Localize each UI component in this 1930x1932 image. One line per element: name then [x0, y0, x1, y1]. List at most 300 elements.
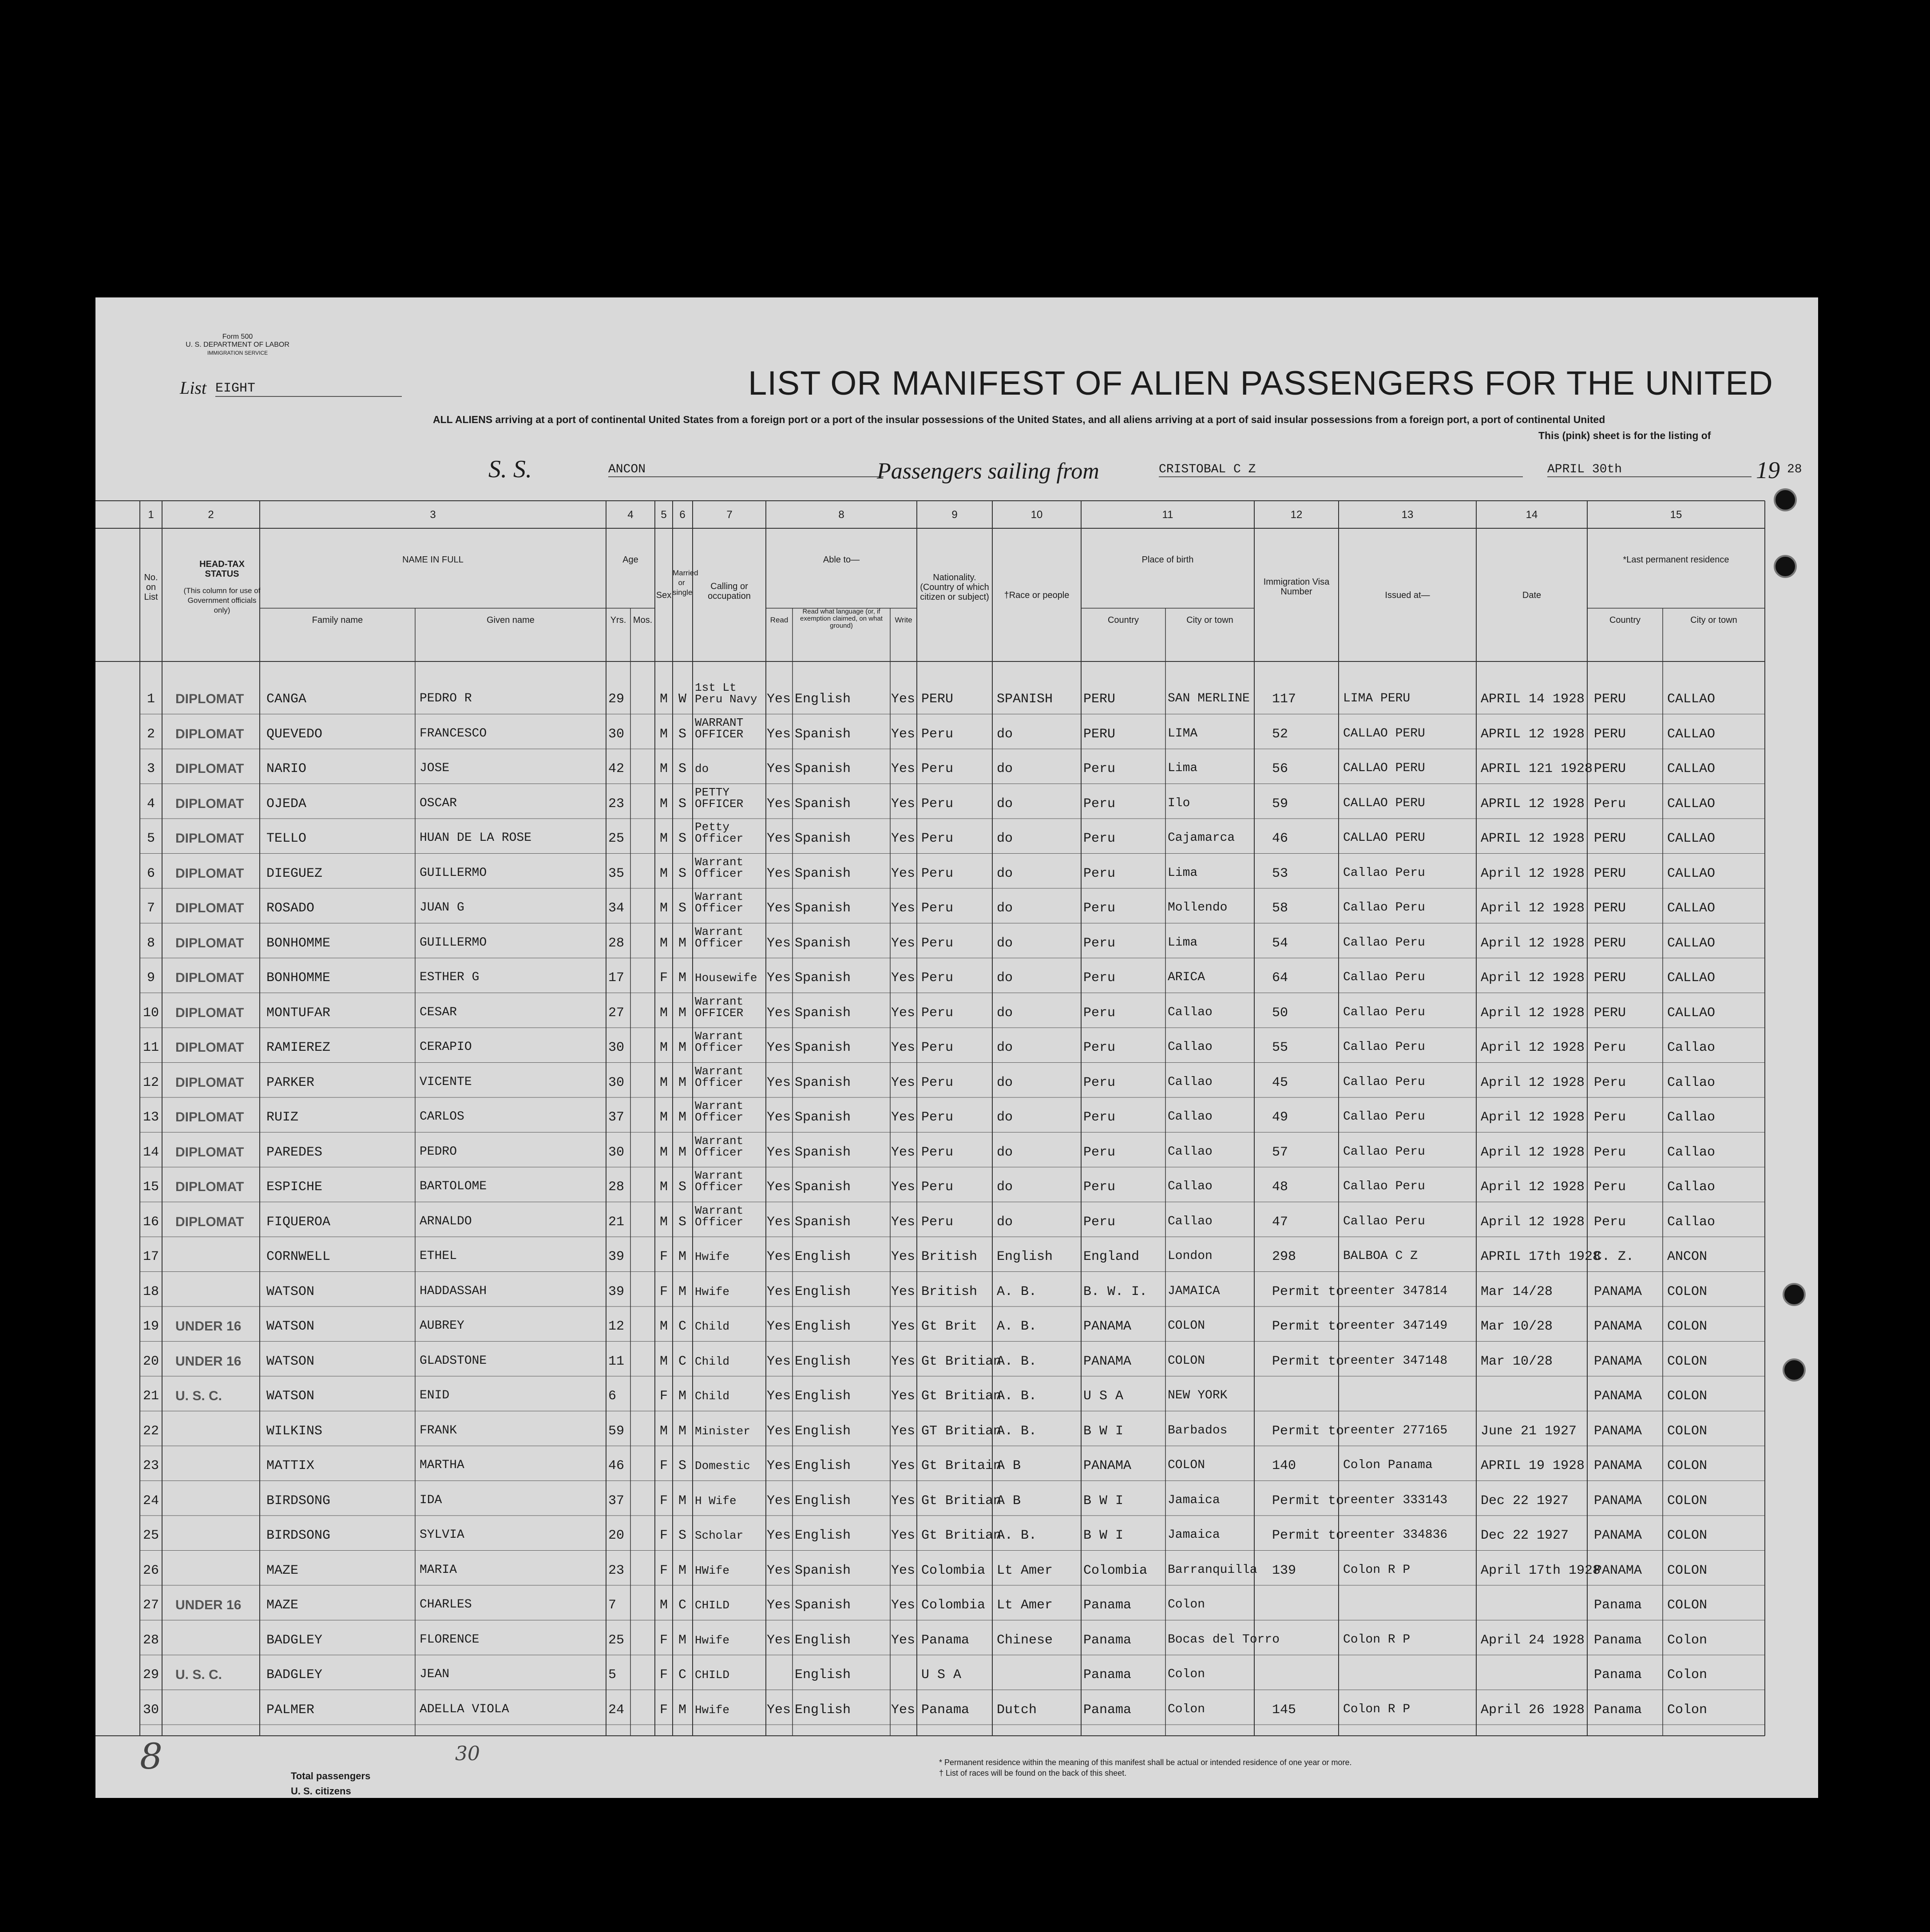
occupation-line-2: Scholar — [695, 1529, 744, 1542]
can-read: Yes — [767, 761, 791, 776]
race: do — [997, 796, 1013, 812]
row-number: 28 — [143, 1632, 159, 1648]
visa-date: Dec 22 1927 — [1481, 1493, 1569, 1508]
can-read: Yes — [767, 1458, 791, 1473]
header-given-name: Given name — [487, 615, 535, 625]
issued-at: reenter 334836 — [1343, 1528, 1448, 1542]
occupation-line-1: Warrant — [695, 1064, 744, 1078]
row-number: 26 — [143, 1563, 159, 1578]
can-write: Yes — [891, 1389, 915, 1404]
nationality: Peru — [921, 935, 954, 951]
row-number: 12 — [143, 1075, 159, 1090]
sex: M — [659, 901, 668, 916]
head-tax-stamp: DIPLOMAT — [175, 1180, 244, 1194]
given-name: MARTHA — [420, 1458, 464, 1472]
head-tax-stamp: UNDER 16 — [175, 1598, 242, 1612]
birth-city: JAMAICA — [1168, 1284, 1220, 1298]
sex: M — [659, 935, 668, 951]
occupation-line-2: Officer — [695, 1076, 744, 1089]
nationality: Peru — [921, 761, 954, 776]
sex: F — [659, 1632, 668, 1648]
language: English — [795, 1319, 851, 1334]
head-tax-stamp: DIPLOMAT — [175, 761, 244, 776]
header-race: †Race or people — [1004, 590, 1070, 600]
column-number: 11 — [1162, 509, 1173, 521]
birth-city: Lima — [1168, 935, 1198, 950]
marital-status: C — [678, 1667, 686, 1683]
residence-country: PANAMA — [1594, 1284, 1642, 1299]
visa-number: 57 — [1272, 1144, 1288, 1160]
race: A. B. — [997, 1354, 1037, 1369]
issued-at: Callao Peru — [1343, 1214, 1425, 1228]
departure-port: CRISTOBAL C Z — [1159, 463, 1523, 477]
can-read: Yes — [767, 726, 791, 742]
visa-number: 49 — [1272, 1110, 1288, 1125]
visa-date: APRIL 12 1928 — [1481, 726, 1585, 742]
occupation-line-2: Child — [695, 1390, 730, 1403]
birth-country: Peru — [1083, 1144, 1116, 1160]
header-language: Read what language (or, if exemption claimed, on what ground) — [800, 608, 883, 629]
race: Lt Amer — [997, 1598, 1053, 1613]
race: SPANISH — [997, 692, 1053, 707]
birth-country: PERU — [1083, 726, 1116, 742]
header-headtax-note: (This column for use of Government officials only) — [183, 586, 261, 614]
occupation-line-1: Petty — [695, 820, 730, 834]
head-tax-stamp: UNDER 16 — [175, 1354, 242, 1369]
sex: F — [659, 1528, 668, 1543]
occupation-line-2: Peru Navy — [695, 693, 757, 706]
header-nationality: Nationality. (Country of which citizen or subject) — [920, 573, 989, 602]
column-number: 8 — [838, 509, 844, 521]
column-number: 10 — [1030, 509, 1043, 521]
row-number: 23 — [143, 1458, 159, 1473]
residence-country: Peru — [1594, 1040, 1626, 1055]
residence-country: PANAMA — [1594, 1319, 1642, 1334]
nationality: Gt Britian — [921, 1528, 1002, 1543]
nationality: British — [921, 1284, 978, 1299]
race: do — [997, 866, 1013, 881]
birth-country: Peru — [1083, 1180, 1116, 1195]
language: Spanish — [795, 1110, 851, 1125]
language: Spanish — [795, 970, 851, 986]
sex: M — [659, 1040, 668, 1055]
occupation-line-2: Hwife — [695, 1633, 730, 1647]
marital-status: M — [678, 1110, 686, 1125]
nationality: Peru — [921, 970, 954, 986]
race: do — [997, 1180, 1013, 1195]
given-name: GUILLERMO — [420, 866, 487, 880]
occupation-line-2: CHILD — [695, 1668, 730, 1682]
birth-city: Barranquilla — [1168, 1563, 1257, 1577]
visa-date: April 24 1928 — [1481, 1632, 1585, 1648]
occupation-line-1: PETTY — [695, 785, 730, 799]
residence-country: PANAMA — [1594, 1389, 1642, 1404]
head-tax-stamp: UNDER 16 — [175, 1319, 242, 1334]
marital-status: M — [678, 1702, 686, 1718]
visa-date: Mar 10/28 — [1481, 1319, 1553, 1334]
language: Spanish — [795, 726, 851, 742]
occupation-line-2: OFFICER — [695, 727, 744, 741]
occupation-line-2: Officer — [695, 1111, 744, 1124]
occupation-line-2: Officer — [695, 902, 744, 915]
can-write: Yes — [891, 1040, 915, 1055]
can-write: Yes — [891, 1354, 915, 1369]
residence-city: CALLAO — [1667, 901, 1716, 916]
visa-number: 48 — [1272, 1180, 1288, 1195]
row-number: 14 — [143, 1144, 159, 1160]
given-name: CARLOS — [420, 1110, 464, 1124]
given-name: JOSE — [420, 761, 450, 775]
occupation-line-2: Officer — [695, 1215, 744, 1229]
age-years: 37 — [608, 1110, 625, 1125]
visa-number: Permit to — [1272, 1528, 1344, 1543]
row-number: 30 — [143, 1702, 159, 1718]
birth-city: Callao — [1168, 1180, 1213, 1193]
column-number: 14 — [1526, 509, 1538, 521]
residence-city: CALLAO — [1667, 935, 1716, 951]
language: Spanish — [795, 1598, 851, 1613]
issued-at: CALLAO PERU — [1343, 831, 1425, 845]
given-name: ESTHER G — [420, 970, 480, 984]
header-mos: Mos. — [633, 615, 653, 625]
can-read: Yes — [767, 1632, 791, 1648]
residence-city: Colon — [1667, 1632, 1708, 1648]
sex: F — [659, 1493, 668, 1508]
head-tax-stamp: U. S. C. — [175, 1389, 222, 1403]
occupation-line-2: Child — [695, 1354, 730, 1368]
marital-status: M — [678, 935, 686, 951]
visa-number: 54 — [1272, 935, 1288, 951]
total-passengers-value: 30 — [455, 1742, 480, 1765]
row-number: 7 — [147, 901, 155, 916]
race: do — [997, 831, 1013, 846]
language: Spanish — [795, 935, 851, 951]
nationality: Gt Brit — [921, 1319, 978, 1334]
head-tax-stamp: DIPLOMAT — [175, 726, 244, 741]
visa-date: April 12 1928 — [1481, 1005, 1585, 1021]
birth-city: Callao — [1168, 1005, 1213, 1019]
header-family-name: Family name — [312, 615, 363, 625]
row-number: 17 — [143, 1249, 159, 1264]
given-name: ARNALDO — [420, 1214, 472, 1228]
occupation-line-2: CHILD — [695, 1599, 730, 1612]
can-read: Yes — [767, 1319, 791, 1334]
visa-date: April 12 1928 — [1481, 935, 1585, 951]
issued-at: reenter 347149 — [1343, 1319, 1448, 1333]
nationality: GT Britian — [921, 1423, 1002, 1439]
visa-number: 58 — [1272, 901, 1288, 916]
header-res-city: City or town — [1690, 615, 1737, 625]
marital-status: M — [678, 1389, 686, 1404]
residence-city: COLON — [1667, 1354, 1708, 1369]
family-name: MATTIX — [266, 1458, 315, 1473]
column-number: 13 — [1401, 509, 1414, 521]
row-number: 10 — [143, 1005, 159, 1021]
family-name: MONTUFAR — [266, 1005, 331, 1021]
given-name: GLADSTONE — [420, 1354, 487, 1368]
visa-date: April 12 1928 — [1481, 1040, 1585, 1055]
can-write: Yes — [891, 1110, 915, 1125]
age-years: 17 — [608, 970, 625, 986]
row-number: 5 — [147, 831, 155, 846]
visa-number: 145 — [1272, 1702, 1296, 1718]
can-write: Yes — [891, 866, 915, 881]
ship-name: ANCON — [608, 463, 884, 477]
family-name: CANGA — [266, 692, 307, 707]
head-tax-stamp: DIPLOMAT — [175, 692, 244, 706]
can-write: Yes — [891, 761, 915, 776]
language: English — [795, 1458, 851, 1473]
header-write: Write — [895, 616, 912, 624]
sex: M — [659, 1005, 668, 1021]
can-read: Yes — [767, 692, 791, 707]
birth-city: Jamaica — [1168, 1528, 1220, 1542]
birth-city: Jamaica — [1168, 1493, 1220, 1507]
occupation-line-1: Warrant — [695, 855, 744, 869]
head-tax-stamp: DIPLOMAT — [175, 1075, 244, 1090]
language: English — [795, 1702, 851, 1718]
language: Spanish — [795, 1040, 851, 1055]
footnote-residence: * Permanent residence within the meaning of this manifest shall be actual or intended residence of one year or more. — [939, 1758, 1352, 1767]
nationality: Peru — [921, 831, 954, 846]
residence-city: COLON — [1667, 1319, 1708, 1334]
family-name: BADGLEY — [266, 1667, 323, 1683]
family-name: TELLO — [266, 831, 307, 846]
occupation-line-1: WARRANT — [695, 716, 744, 729]
age-years: 6 — [608, 1389, 617, 1404]
head-tax-stamp: DIPLOMAT — [175, 866, 244, 881]
residence-country: Peru — [1594, 1144, 1626, 1160]
language: English — [795, 1249, 851, 1264]
given-name: AUBREY — [420, 1319, 464, 1333]
column-number: 5 — [661, 509, 667, 521]
nationality: Peru — [921, 1110, 954, 1125]
can-read: Yes — [767, 866, 791, 881]
can-write: Yes — [891, 1528, 915, 1543]
marital-status: M — [678, 1632, 686, 1648]
occupation-line-2: Child — [695, 1320, 730, 1333]
can-write: Yes — [891, 1598, 915, 1613]
can-write: Yes — [891, 1144, 915, 1160]
given-name: ENID — [420, 1389, 450, 1402]
birth-city: Cajamarca — [1168, 831, 1235, 845]
birth-country: B W I — [1083, 1423, 1124, 1439]
ss-label: S. S. — [488, 455, 532, 483]
header-married: Married or single — [673, 569, 698, 597]
occupation-line-2: Hwife — [695, 1285, 730, 1299]
race: A. B. — [997, 1528, 1037, 1543]
nationality: Peru — [921, 1180, 954, 1195]
column-number: 6 — [679, 509, 686, 521]
age-years: 28 — [608, 1180, 625, 1195]
residence-city: CALLAO — [1667, 866, 1716, 881]
race: A. B. — [997, 1423, 1037, 1439]
residence-city: COLON — [1667, 1598, 1708, 1613]
row-number: 22 — [143, 1423, 159, 1439]
column-number: 12 — [1290, 509, 1303, 521]
nationality: Peru — [921, 1144, 954, 1160]
race: do — [997, 901, 1013, 916]
head-tax-stamp: DIPLOMAT — [175, 1214, 244, 1229]
head-tax-stamp: DIPLOMAT — [175, 935, 244, 950]
race: A. B. — [997, 1284, 1037, 1299]
marital-status: S — [678, 761, 686, 776]
visa-date: April 12 1928 — [1481, 1180, 1585, 1195]
can-write: Yes — [891, 726, 915, 742]
birth-country: Panama — [1083, 1667, 1132, 1683]
residence-city: Callao — [1667, 1144, 1716, 1160]
given-name: IDA — [420, 1493, 442, 1507]
marital-status: S — [678, 866, 686, 881]
occupation-line-1: Warrant — [695, 925, 744, 938]
column-number: 3 — [430, 509, 436, 521]
birth-country: England — [1083, 1249, 1140, 1264]
sex: F — [659, 970, 668, 986]
head-tax-stamp: DIPLOMAT — [175, 1040, 244, 1055]
sex: F — [659, 1458, 668, 1473]
age-years: 29 — [608, 692, 625, 707]
age-years: 34 — [608, 901, 625, 916]
family-name: PALMER — [266, 1702, 315, 1718]
visa-number: 59 — [1272, 796, 1288, 812]
given-name: FLORENCE — [420, 1632, 480, 1647]
birth-country: PANAMA — [1083, 1354, 1132, 1369]
marital-status: C — [678, 1354, 686, 1369]
residence-country: PANAMA — [1594, 1563, 1642, 1578]
language: English — [795, 1284, 851, 1299]
occupation-line-2: Officer — [695, 832, 744, 845]
family-name: BIRDSONG — [266, 1493, 331, 1508]
visa-number: Permit to — [1272, 1493, 1344, 1508]
us-citizens-label: U. S. citizens — [291, 1786, 351, 1797]
given-name: HUAN DE LA ROSE — [420, 831, 532, 845]
list-label: List — [180, 378, 207, 398]
race: do — [997, 1110, 1013, 1125]
visa-number: 56 — [1272, 761, 1288, 776]
sex: M — [659, 1319, 668, 1334]
nationality: Gt Britian — [921, 1493, 1002, 1508]
age-years: 30 — [608, 726, 625, 742]
race: do — [997, 1214, 1013, 1230]
occupation-line-1: Warrant — [695, 1029, 744, 1043]
row-number: 24 — [143, 1493, 159, 1508]
form-number: Form 500 — [222, 333, 253, 340]
birth-city: Colon — [1168, 1598, 1205, 1611]
given-name: CESAR — [420, 1005, 457, 1019]
departure-date: APRIL 30th — [1547, 463, 1752, 477]
can-write: Yes — [891, 935, 915, 951]
language: Spanish — [795, 831, 851, 846]
family-name: ROSADO — [266, 901, 315, 916]
age-years: 24 — [608, 1702, 625, 1718]
language: English — [795, 1423, 851, 1439]
residence-country: Panama — [1594, 1667, 1642, 1683]
family-name: BONHOMME — [266, 970, 331, 986]
residence-city: CALLAO — [1667, 726, 1716, 742]
given-name: ADELLA VIOLA — [420, 1702, 509, 1716]
nationality: Gt Britian — [921, 1354, 1002, 1369]
family-name: OJEDA — [266, 796, 307, 812]
can-read: Yes — [767, 1110, 791, 1125]
subtitle-line-2: This (pink) sheet is for the listing of — [1538, 430, 1711, 441]
birth-city: COLON — [1168, 1319, 1205, 1333]
sex: M — [659, 831, 668, 846]
nationality: Peru — [921, 866, 954, 881]
given-name: SYLVIA — [420, 1528, 464, 1542]
head-tax-stamp: DIPLOMAT — [175, 1005, 244, 1020]
can-read: Yes — [767, 1702, 791, 1718]
birth-city: Callao — [1168, 1075, 1213, 1089]
residence-city: Callao — [1667, 1180, 1716, 1195]
sex: M — [659, 1110, 668, 1125]
marital-status: M — [678, 970, 686, 986]
header-headtax: HEAD-TAX STATUS — [199, 559, 245, 579]
total-passengers-label: Total passengers — [291, 1770, 371, 1782]
column-number: 9 — [951, 509, 958, 521]
residence-country: PERU — [1594, 866, 1626, 881]
given-name: MARIA — [420, 1563, 457, 1577]
head-tax-stamp: DIPLOMAT — [175, 796, 244, 811]
residence-city: COLON — [1667, 1389, 1708, 1404]
sex: M — [659, 1075, 668, 1090]
sex: M — [659, 692, 668, 707]
age-years: 23 — [608, 796, 625, 812]
marital-status: C — [678, 1598, 686, 1613]
residence-city: CALLAO — [1667, 692, 1716, 707]
row-number: 11 — [143, 1040, 159, 1055]
visa-date: APRIL 121 1928 — [1481, 761, 1593, 776]
residence-country: PERU — [1594, 970, 1626, 986]
nationality: U S A — [921, 1667, 962, 1683]
can-write: Yes — [891, 796, 915, 812]
birth-country: PANAMA — [1083, 1458, 1132, 1473]
header-read: Read — [770, 616, 789, 624]
row-number: 4 — [147, 796, 155, 812]
age-years: 39 — [608, 1284, 625, 1299]
row-number: 6 — [147, 866, 155, 881]
family-name: BONHOMME — [266, 935, 331, 951]
marital-status: M — [678, 1284, 686, 1299]
birth-city: Lima — [1168, 866, 1198, 880]
department: U. S. DEPARTMENT OF LABOR — [186, 341, 289, 348]
race: do — [997, 1040, 1013, 1055]
can-write: Yes — [891, 1249, 915, 1264]
row-number: 3 — [147, 761, 155, 776]
residence-country: PERU — [1594, 726, 1626, 742]
race: A B — [997, 1458, 1021, 1473]
visa-number: 117 — [1272, 692, 1296, 707]
family-name: PAREDES — [266, 1144, 323, 1160]
residence-city: CALLAO — [1667, 796, 1716, 812]
occupation-line-2: do — [695, 762, 709, 776]
residence-city: COLON — [1667, 1458, 1708, 1473]
age-years: 12 — [608, 1319, 625, 1334]
head-tax-stamp: DIPLOMAT — [175, 901, 244, 915]
header-yrs: Yrs. — [610, 615, 626, 625]
age-years: 20 — [608, 1528, 625, 1543]
residence-city: COLON — [1667, 1528, 1708, 1543]
marital-status: M — [678, 1563, 686, 1578]
issued-at: CALLAO PERU — [1343, 726, 1425, 740]
issued-at: Callao Peru — [1343, 970, 1425, 984]
issued-at: reenter 347148 — [1343, 1354, 1448, 1368]
visa-number: 55 — [1272, 1040, 1288, 1055]
residence-country: Panama — [1594, 1598, 1642, 1613]
column-number: 2 — [208, 509, 214, 521]
sex: M — [659, 796, 668, 812]
birth-country: Panama — [1083, 1598, 1132, 1613]
residence-city: COLON — [1667, 1423, 1708, 1439]
